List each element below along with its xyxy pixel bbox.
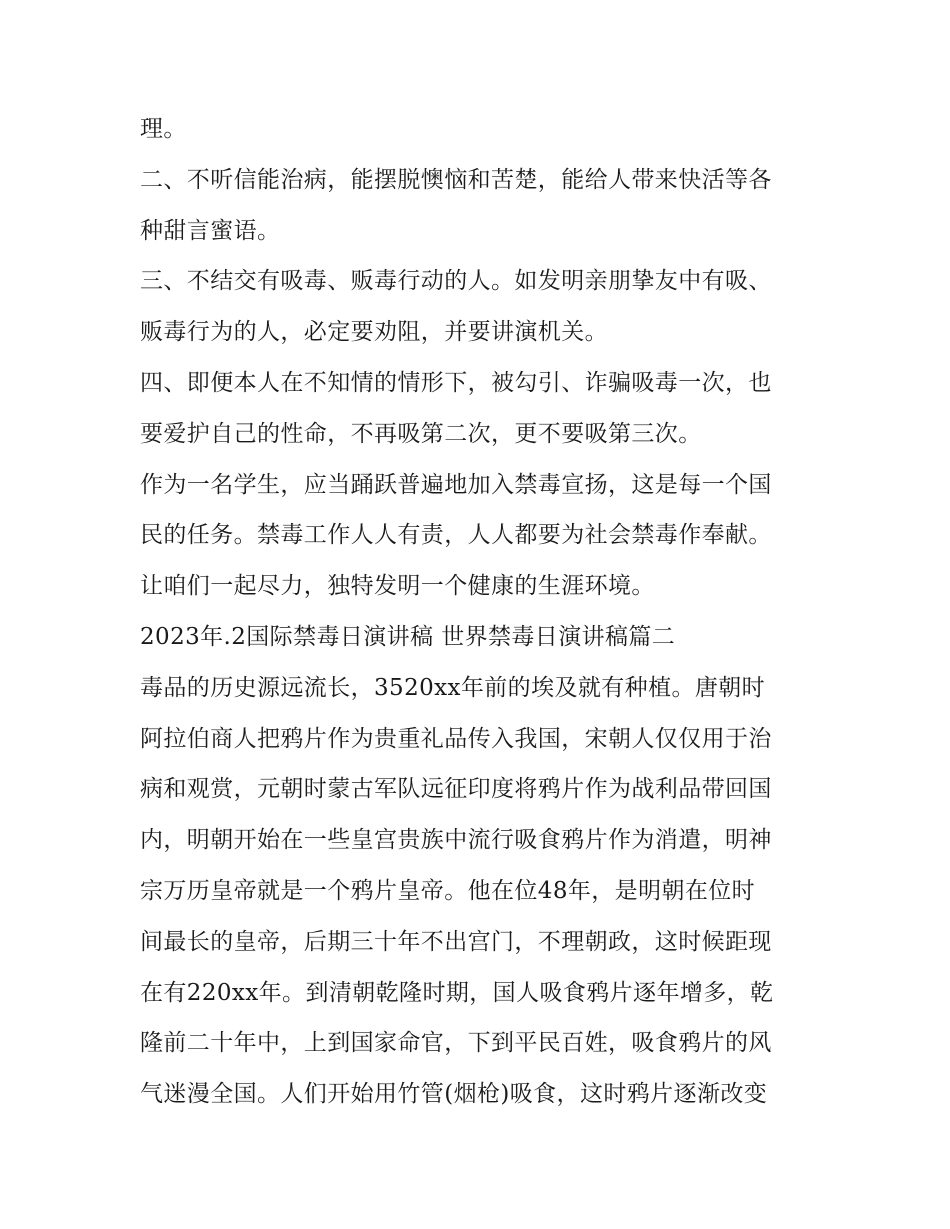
text-line: 贩毒行为的人，必定要劝阻，并要讲演机关。	[140, 319, 608, 346]
text-line: 要爱护自己的性命，不再吸第二次，更不要吸第三次。	[140, 420, 702, 447]
text-line: 隆前二十年中，上到国家命官，下到平民百姓，吸食鸦片的风	[140, 1030, 772, 1057]
text-line: 间最长的皇帝，后期三十年不出宫门，不理朝政，这时候距现	[140, 928, 772, 955]
text-line: 理。	[140, 116, 187, 142]
text-line: 毒品的历史源远流长，3520xx年前的埃及就有种植。唐朝时	[140, 674, 766, 701]
text-line: 二、不听信能治病，能摆脱懊恼和苦楚，能给人带来快活等各	[140, 166, 772, 193]
text-line: 作为一名学生，应当踊跃普遍地加入禁毒宣扬，这是每一个国	[140, 471, 772, 498]
section-heading: 2023年.2国际禁毒日演讲稿 世界禁毒日演讲稿篇二	[140, 623, 676, 650]
text-line: 种甜言蜜语。	[140, 217, 281, 244]
text-line: 宗万历皇帝就是一个鸦片皇帝。他在位48年，是明朝在位时	[140, 877, 756, 904]
text-line: 三、不结交有吸毒、贩毒行动的人。如发明亲朋挚友中有吸、	[140, 268, 772, 295]
text-line: 在有220xx年。到清朝乾隆时期，国人吸食鸦片逐年增多，乾	[140, 979, 774, 1006]
text-line: 让咱们一起尽力，独特发明一个健康的生涯环境。	[140, 573, 655, 600]
text-line: 气迷漫全国。人们开始用竹管(烟枪)吸食，这时鸦片逐渐改变	[140, 1081, 768, 1108]
text-line: 病和观赏，元朝时蒙古军队远征印度将鸦片作为战利品带回国	[140, 776, 772, 803]
text-line: 四、即便本人在不知情的情形下，被勾引、诈骗吸毒一次，也	[140, 369, 772, 396]
text-line: 内，明朝开始在一些皇宫贵族中流行吸食鸦片作为消遣，明神	[140, 827, 772, 854]
document-body	[140, 104, 820, 1120]
text-line: 阿拉伯商人把鸦片作为贵重礼品传入我国，宋朝人仅仅用于治	[140, 725, 772, 752]
text-line: 民的任务。禁毒工作人人有责，人人都要为社会禁毒作奉献。	[140, 522, 772, 549]
